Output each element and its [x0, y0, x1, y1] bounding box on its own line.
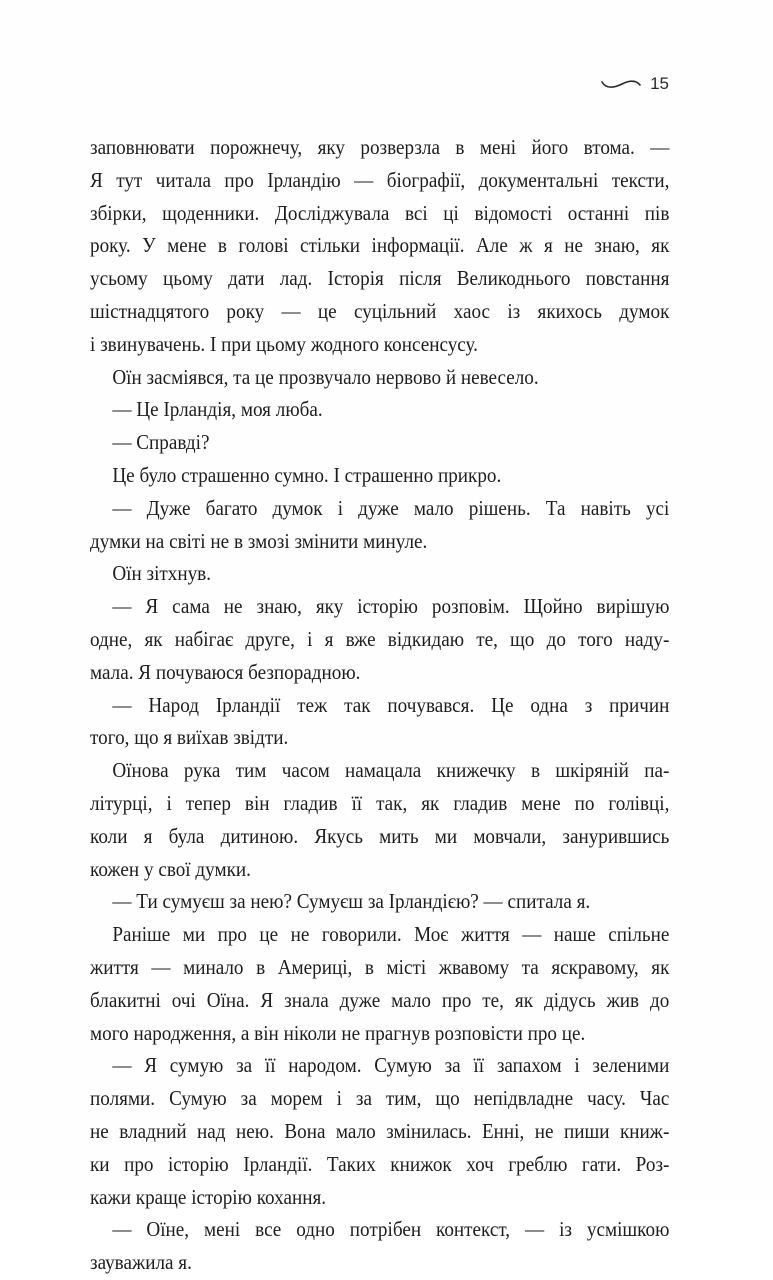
text-line: зауважила я.: [90, 1252, 192, 1275]
text-line: року. У мене в голові стільки інформації. Але ж я не знаю, як: [90, 235, 670, 258]
text-line: Оїн засміявся, та це прозвучало нервово й невесело.: [112, 366, 539, 389]
text-line: — Народ Ірландії теж так почувався. Це одна з причин: [112, 694, 670, 717]
text-line: полями. Сумую за морем і за тим, що непідвладне часу. Час: [90, 1088, 670, 1111]
text-line: — Оїне, мені все одно потрібен контекст, — із усмішкою: [112, 1219, 670, 1242]
text-line: — Це Ірландія, моя люба.: [112, 399, 323, 422]
text-line: — Дуже багато думок і дуже мало рішень. Та навіть усі: [112, 497, 670, 520]
running-header: [600, 74, 669, 94]
text-line: збірки, щоденники. Досліджувала всі ці відомості останні пів: [90, 202, 670, 225]
text-line: мого народження, а він ніколи не прагнув розповісти про це.: [90, 1022, 586, 1045]
text-line: Я тут читала про Ірландію — біографії, документальні тексти,: [90, 169, 670, 192]
text-line: кажи краще історію кохання.: [90, 1186, 327, 1209]
text-line: того, що я виїхав звідти.: [90, 727, 289, 750]
text-line: — Я сама не знаю, яку історію розповім. Щойно вирішую: [112, 596, 670, 619]
text-line: кожен у свої думки.: [90, 858, 251, 881]
text-line: — Ти сумуєш за нею? Сумуєш за Ірландією? — спитала я.: [112, 891, 591, 914]
swash-ornament-icon: [600, 77, 642, 91]
text-line: і звинувачень. І при цьому жодного консенсусу.: [90, 333, 478, 356]
text-line: мала. Я почуваюся безпорадною.: [90, 661, 361, 684]
body-text: [90, 132, 669, 1280]
text-line: думки на світі не в змозі змінити минуле.: [90, 530, 428, 553]
text-line: Оїн зітхнув.: [112, 563, 212, 586]
text-line: ки про історію Ірландії. Таких книжок хоч греблю гати. Роз-: [90, 1153, 670, 1176]
text-line: шістнадцятого року — це суцільний хаос із якихось думок: [90, 300, 670, 323]
text-line: не владний над нею. Вона мало змінилась. Енні, не пиши книж-: [90, 1120, 670, 1143]
text-line: коли я була дитиною. Якусь мить ми мовчали, занурившись: [90, 825, 670, 848]
text-line: блакитні очі Оїна. Я знала дуже мало про те, як дідусь жив до: [90, 989, 670, 1012]
page-number: 15: [650, 74, 669, 93]
text-line: одне, як набігає друге, і я вже відкидаю те, що до того наду-: [90, 628, 670, 651]
text-line: — Я сумую за її народом. Сумую за її запахом і зеленими: [112, 1055, 670, 1078]
text-line: літурці, і тепер він гладив її так, як гладив мене по голівці,: [90, 792, 670, 815]
text-line: Оїнова рука тим часом намацала книжечку в шкіряній па-: [112, 760, 670, 783]
text-line: Це було страшенно сумно. І страшенно прикро.: [112, 464, 502, 487]
text-line: життя — минало в Америці, в місті жвавому та яскравому, як: [90, 956, 670, 979]
text-line: Раніше ми про це не говорили. Моє життя — наше спільне: [112, 924, 670, 947]
text-line: заповнювати порожнечу, яку розверзла в мені його втома. —: [90, 137, 670, 159]
text-line: — Справді?: [112, 432, 210, 455]
text-line: усьому цьому дати лад. Історія після Великоднього повстання: [90, 268, 670, 291]
